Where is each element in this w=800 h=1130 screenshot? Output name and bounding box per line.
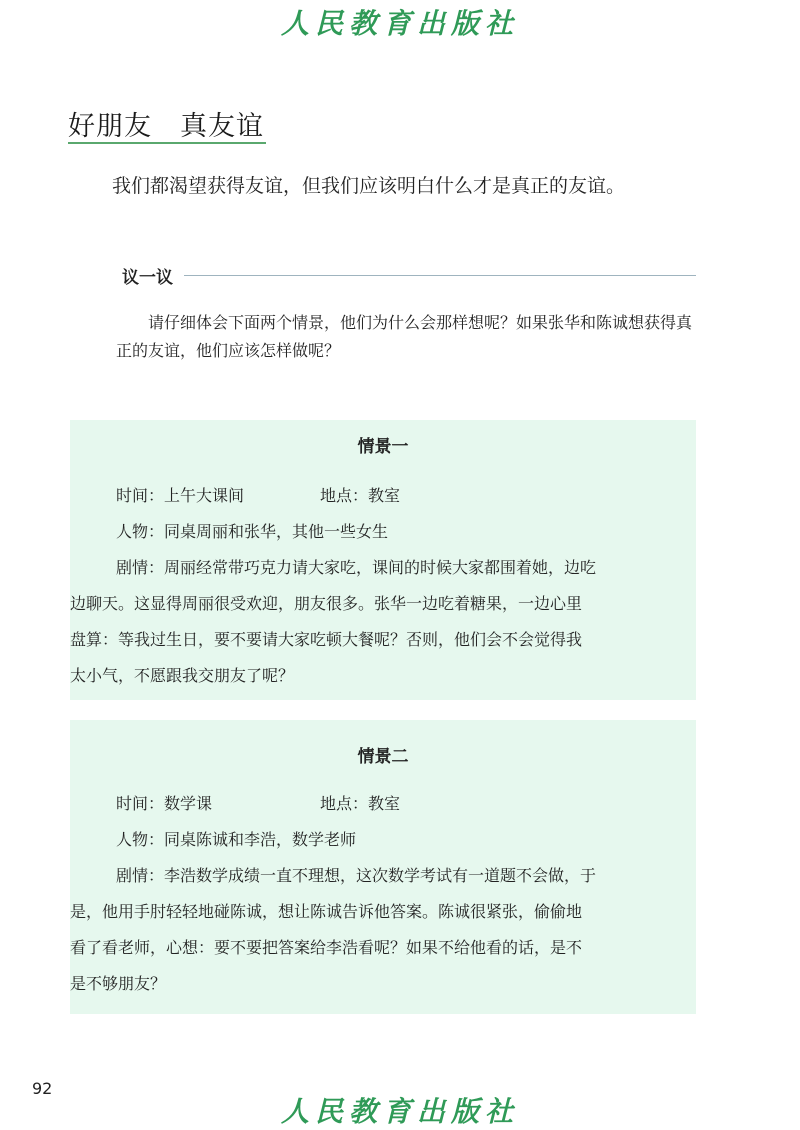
scene-time: 时间：数学课: [116, 794, 213, 813]
discuss-label: 议一议: [122, 268, 173, 288]
scene-place: 地点：教室: [320, 486, 401, 505]
title-underline: [68, 142, 266, 144]
scene-plot-line: 是不够朋友？: [70, 974, 167, 993]
scene-people: 人物：同桌周丽和张华，其他一些女生: [116, 522, 389, 541]
scene-content: [70, 786, 676, 1002]
scene-content: [70, 478, 676, 694]
scene-time-place: [116, 786, 676, 822]
scene-title: 情景一: [357, 437, 409, 457]
scene-plot-line: 剧情：李浩数学成绩一直不理想，这次数学考试有一道题不会做，于: [116, 866, 597, 885]
scene-plot-line: 是，他用手肘轻轻地碰陈诚，想让陈诚告诉他答案。陈诚很紧张，偷偷地: [70, 902, 583, 921]
scene-plot-line: 盘算：等我过生日，要不要请大家吃顿大餐呢？否则，他们会不会觉得我: [70, 630, 583, 649]
scene-plot-line: 剧情：周丽经常带巧克力请大家吃，课间的时候大家都围着她，边吃: [116, 558, 597, 577]
scene-place: 地点：教室: [320, 794, 401, 813]
scene-time-place: [116, 478, 676, 514]
discuss-text: 请仔细体会下面两个情景，他们为什么会那样想呢？如果张华和陈诚想获得真正的友谊，他们应该怎样做呢？: [116, 313, 693, 360]
discuss-divider: [184, 275, 696, 276]
scene-people: 人物：同桌陈诚和李浩，数学老师: [116, 830, 357, 849]
scene-box-2: [70, 720, 696, 1014]
section-title: 好朋友 真友谊: [68, 111, 264, 142]
page-number: 92: [32, 1079, 53, 1098]
scene-plot-line: 边聊天。这显得周丽很受欢迎，朋友很多。张华一边吃着糖果，一边心里: [70, 594, 583, 613]
intro-text: 我们都渴望获得友谊，但我们应该明白什么才是真正的友谊。: [112, 175, 626, 197]
scene-plot-line: 太小气，不愿跟我交朋友了呢？: [70, 666, 295, 685]
scene-plot-line: 看了看老师，心想：要不要把答案给李浩看呢？如果不给他看的话，是不: [70, 938, 583, 957]
scene-box-1: [70, 420, 696, 700]
scene-title: 情景二: [357, 747, 409, 767]
scene-time: 时间：上午大课间: [116, 486, 245, 505]
publisher-watermark-top: 人民教育出版社: [280, 7, 519, 40]
publisher-watermark-bottom: 人民教育出版社: [280, 1095, 519, 1128]
